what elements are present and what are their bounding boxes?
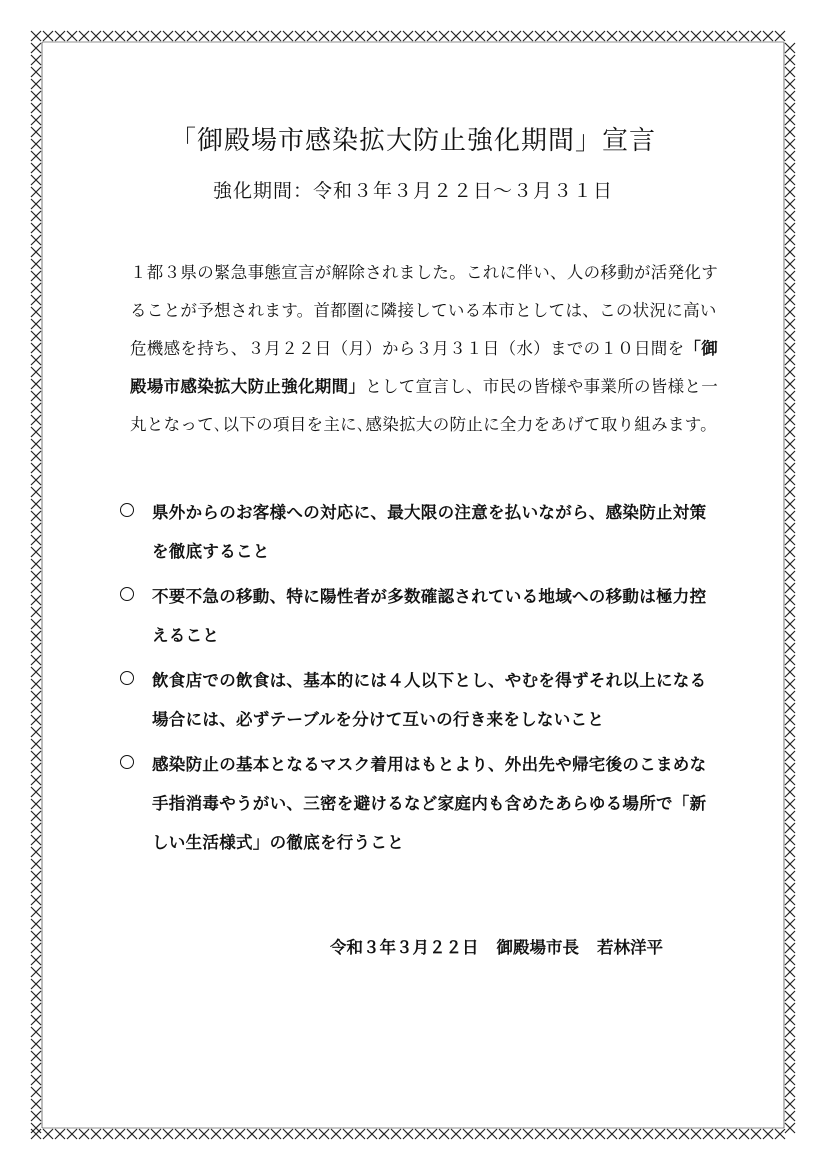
signature-name: 若林洋平 — [597, 938, 663, 957]
period-subtitle: 強化期間：令和３年３月２２日～３月３１日 — [212, 180, 613, 202]
list-item-text: 飲食店での飲食は、基本的には４人以下とし、やむを得ずそれ以上になる場合には、必ずテーブルを分けて互いの行き来をしないこと — [152, 671, 707, 729]
list-item-text: 不要不急の移動、特に陽性者が多数確認されている地域への移動は極力控えること — [152, 587, 707, 645]
intro-paragraph — [130, 254, 720, 444]
measures-list — [114, 493, 724, 868]
intro-text-part1: １都３県の緊急事態宣言が解除されました。これに伴い、人の移動が活発化することが予想されます。首都圏に隣接している本市としては、この状況に高い危機感を持ち、３月２２日（月）から３月３１日（水）までの１０日間を — [130, 263, 718, 358]
circle-bullet-icon — [120, 755, 134, 769]
intro-text-part2: として宣言し、市民の皆様や事業所の皆様と一丸となって､以下の項目を主に､感染拡大の防止に全力をあげて取り組みます。 — [130, 377, 719, 434]
signature-line — [330, 934, 710, 962]
list-item — [114, 745, 724, 862]
list-item-text: 県外からのお客様への対応に、最大限の注意を払いながら、感染防止対策を徹底すること — [152, 503, 707, 561]
signature-date: 令和３年３月２２日 — [330, 938, 479, 957]
list-item — [114, 661, 724, 739]
page-title: 「御殿場市感染拡大防止強化期間」宣言 — [169, 126, 656, 156]
circle-bullet-icon — [120, 587, 134, 601]
list-item — [114, 577, 724, 655]
circle-bullet-icon — [120, 671, 134, 685]
list-item — [114, 493, 724, 571]
intro-highlight: 「御殿場市感染拡大防止強化期間」 — [130, 339, 719, 396]
list-item-text: 感染防止の基本となるマスク着用はもとより、外出先や帰宅後のこまめな手指消毒やうがい、三密を避けるなど家庭内も含めたあらゆる場所で「新しい生活様式」の徹底を行うこと — [152, 755, 707, 852]
signature-role: 御殿場市長 — [496, 938, 579, 957]
circle-bullet-icon — [120, 503, 134, 517]
